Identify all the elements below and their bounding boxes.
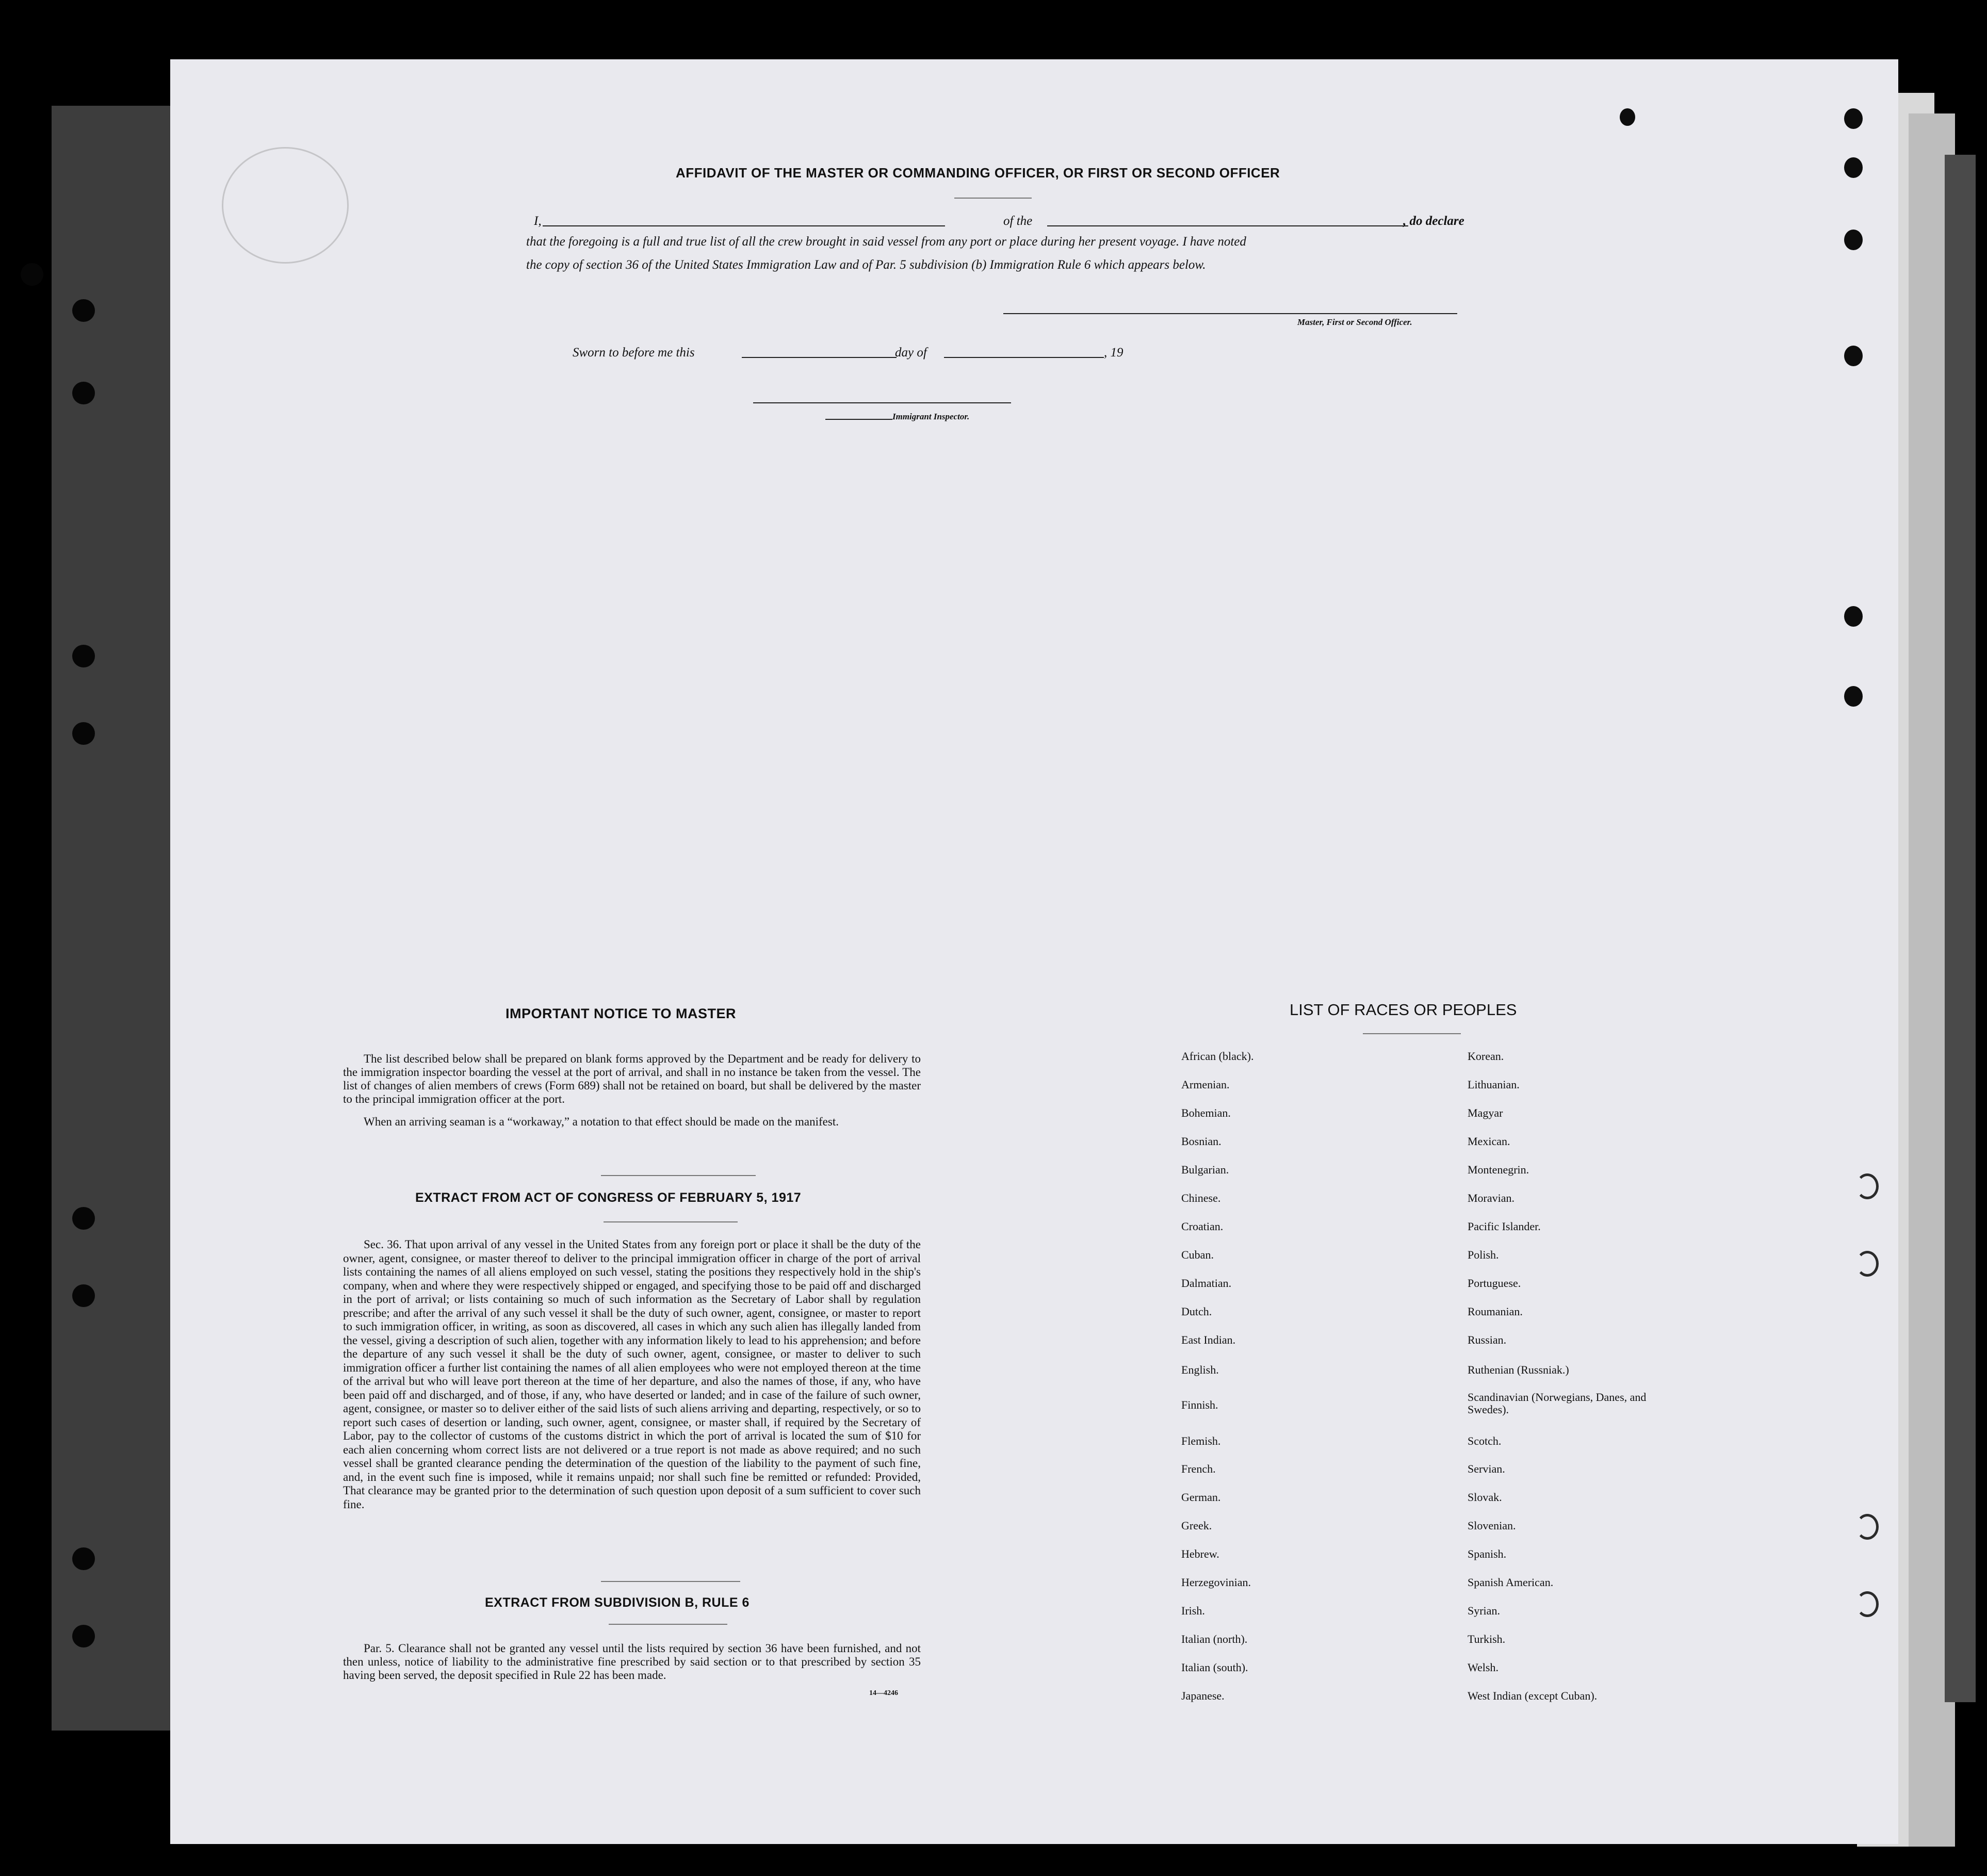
race-item: Magyar bbox=[1468, 1106, 1503, 1119]
act-heading: EXTRACT FROM ACT OF CONGRESS OF FEBRUARY 5, 1917 bbox=[415, 1190, 802, 1205]
year-label: , 19 bbox=[1104, 346, 1123, 360]
race-item: Herzegovinian. bbox=[1181, 1576, 1251, 1589]
race-item: Dalmatian. bbox=[1181, 1277, 1232, 1290]
binder-hole bbox=[1844, 157, 1863, 178]
binder-hole bbox=[1844, 230, 1863, 250]
notice-body bbox=[343, 1052, 921, 1129]
races-heading: LIST OF RACES OR PEOPLES bbox=[1290, 1001, 1517, 1019]
race-item: Mexican. bbox=[1468, 1135, 1510, 1148]
race-item: Flemish. bbox=[1181, 1434, 1221, 1447]
act-body bbox=[343, 1238, 921, 1511]
race-item: Hebrew. bbox=[1181, 1547, 1219, 1560]
race-item: Finnish. bbox=[1181, 1398, 1218, 1411]
race-item: Lithuanian. bbox=[1468, 1078, 1520, 1091]
race-item: Spanish American. bbox=[1468, 1576, 1554, 1589]
act-paragraph: Sec. 36. That upon arrival of any vessel in the United States from any foreign port or place it shall be the duty of the owner, agent, consignee, or master thereof to deliver to the principal immigration officer in charge of the port of arrival lists containing the names of all aliens employed on such vessel, stating the positions they respectively hold in the ship's company, when and where they were respectively shipped or engaged, and specifying those to be paid off and discharged in the port of arrival; or lists containing so much of such information as the Secretary of Labor shall by regulation prescribe; and after the arrival of any such vessel it shall be the duty of such owner, agent, consignee, or master to report to such immigration officer, in writing, as soon as discovered, all cases in which any such alien has illegally landed from the vessel, giving a description of such alien, together with any information likely to lead to his apprehension; and before the departure of any such vessel it shall be the duty of such owner, agent, consignee, or master to deliver to such immigration officer a further list containing the names of all alien employees who were not employed thereon at the time of the arrival but who will leave port thereon at the time of her departure, and also the names of those, if any, who have been paid off and discharged, and of those, if any, who have deserted or landed; and in case of the failure of such owner, agent, consignee, or master so to deliver either of the said lists of such aliens arriving and departing, respectively, or so to report such cases of desertion or landing, such owner, agent, consignee, or master shall, if required by the Secretary of Labor, pay to the collector of customs of the customs district in which the port of arrival is located the sum of $10 for each alien concerning whom correct lists are not delivered or a true report is not made as above required; and no such vessel shall be granted clearance pending the determination of the question of the liability to the payment of such fine, and, in the event such fine is imposed, while it remains unpaid; nor shall such fine be remitted or refunded: Provided, That clearance may be granted prior to the determination of such question upon deposit of a sum sufficient to cover such fine. bbox=[343, 1238, 921, 1511]
binder-hole bbox=[21, 263, 43, 286]
sworn-month-field[interactable] bbox=[944, 357, 1104, 358]
binder-hole bbox=[1856, 1251, 1879, 1277]
binder-hole bbox=[72, 1625, 95, 1647]
race-item: Japanese. bbox=[1181, 1689, 1225, 1702]
race-item: East Indian. bbox=[1181, 1333, 1236, 1346]
back-page-right-3 bbox=[1945, 155, 1976, 1702]
race-item: Italian (north). bbox=[1181, 1633, 1248, 1645]
rule-paragraph: Par. 5. Clearance shall not be granted any vessel until the lists required by section 36 have been furnished, and not then unless, notice of liability to the administrative fine prescribed by said section or to that prescribed by section 35 having been served, the deposit specified in Rule 22 has been made. bbox=[343, 1642, 921, 1682]
inspector-signature-field[interactable] bbox=[753, 402, 1011, 403]
binder-hole bbox=[1844, 346, 1863, 366]
race-item: Slovenian. bbox=[1468, 1519, 1516, 1532]
name-field[interactable] bbox=[543, 225, 945, 226]
race-item: Roumanian. bbox=[1468, 1305, 1523, 1318]
race-item: French. bbox=[1181, 1462, 1216, 1475]
race-item: German. bbox=[1181, 1491, 1221, 1504]
race-item: Croatian. bbox=[1181, 1220, 1224, 1233]
binder-hole bbox=[1856, 1514, 1879, 1540]
race-item: Bosnian. bbox=[1181, 1135, 1221, 1148]
binder-hole bbox=[72, 299, 95, 322]
divider bbox=[609, 1624, 727, 1625]
binder-hole bbox=[72, 722, 95, 745]
day-of-label: day of bbox=[895, 346, 927, 360]
vessel-field[interactable] bbox=[1047, 225, 1408, 226]
race-item: Cuban. bbox=[1181, 1248, 1214, 1261]
race-item: Dutch. bbox=[1181, 1305, 1212, 1318]
race-item: Syrian. bbox=[1468, 1604, 1500, 1617]
notice-paragraph-2: When an arriving seaman is a “workaway,” a notation to that effect should be made on the manifest. bbox=[364, 1115, 839, 1128]
binder-hole bbox=[1856, 1173, 1879, 1199]
inspector-short-line bbox=[825, 419, 892, 420]
affidavit-line-2: the copy of section 36 of the United States Immigration Law and of Par. 5 subdivision (b) Immigration Rule 6 which appears below. bbox=[526, 258, 1206, 272]
master-signature-field[interactable] bbox=[1003, 313, 1457, 314]
form-page bbox=[170, 59, 1898, 1844]
of-the-label: of the bbox=[1003, 214, 1033, 228]
faint-stamp bbox=[222, 147, 349, 264]
race-item: Ruthenian (Russniak.) bbox=[1468, 1363, 1569, 1376]
binder-hole bbox=[72, 645, 95, 667]
race-item: Portuguese. bbox=[1468, 1277, 1521, 1290]
race-item: Scandinavian (Norwegians, Danes, and Swedes). bbox=[1468, 1391, 1647, 1416]
race-item: Chinese. bbox=[1181, 1192, 1221, 1204]
sworn-day-field[interactable] bbox=[742, 357, 897, 358]
divider bbox=[1363, 1033, 1461, 1034]
race-item: Welsh. bbox=[1468, 1661, 1499, 1674]
race-item: Scotch. bbox=[1468, 1434, 1502, 1447]
race-item: Armenian. bbox=[1181, 1078, 1230, 1091]
binder-hole bbox=[1844, 606, 1863, 627]
signature-caption: Master, First or Second Officer. bbox=[1297, 317, 1412, 327]
binder-hole bbox=[1620, 108, 1635, 126]
race-item: Greek. bbox=[1181, 1519, 1212, 1532]
race-item: Bohemian. bbox=[1181, 1106, 1231, 1119]
binder-hole bbox=[72, 382, 95, 404]
race-item: Korean. bbox=[1468, 1050, 1504, 1063]
binder-hole bbox=[72, 1547, 95, 1570]
race-item: Turkish. bbox=[1468, 1633, 1506, 1645]
race-item: Pacific Islander. bbox=[1468, 1220, 1541, 1233]
divider bbox=[601, 1581, 740, 1582]
affidavit-title: AFFIDAVIT OF THE MASTER OR COMMANDING OFFICER, OR FIRST OR SECOND OFFICER bbox=[676, 165, 1280, 181]
race-item: Spanish. bbox=[1468, 1547, 1507, 1560]
rule-body bbox=[343, 1642, 921, 1682]
notice-paragraph-1: The list described below shall be prepared on blank forms approved by the Department and be ready for delivery to the immigration inspector boarding the vessel at the port of arrival, and shall in no instance be taken from the vessel. The list of changes of alien members of crews (Form 689) shall not be retained on board, but shall be delivered by the master to the principal immigration officer at the port. bbox=[343, 1052, 921, 1105]
race-item: Slovak. bbox=[1468, 1491, 1502, 1504]
do-declare-label: , do declare bbox=[1403, 214, 1464, 228]
binder-hole bbox=[1844, 686, 1863, 707]
race-item: Montenegrin. bbox=[1468, 1163, 1529, 1176]
sworn-label: Sworn to before me this bbox=[573, 346, 695, 360]
binder-hole bbox=[72, 1284, 95, 1307]
divider bbox=[954, 198, 1032, 199]
race-item: Italian (south). bbox=[1181, 1661, 1248, 1674]
binder-hole bbox=[1844, 108, 1863, 129]
form-number: 14—4246 bbox=[869, 1689, 898, 1697]
i-label: I, bbox=[534, 214, 542, 228]
divider bbox=[604, 1221, 738, 1222]
rule-heading: EXTRACT FROM SUBDIVISION B, RULE 6 bbox=[485, 1595, 750, 1610]
inspector-caption: Immigrant Inspector. bbox=[892, 412, 970, 421]
race-item: African (black). bbox=[1181, 1050, 1254, 1063]
race-item: Russian. bbox=[1468, 1333, 1507, 1346]
race-item: Bulgarian. bbox=[1181, 1163, 1229, 1176]
binder-hole bbox=[72, 1207, 95, 1230]
race-item: West Indian (except Cuban). bbox=[1468, 1689, 1598, 1702]
notice-heading: IMPORTANT NOTICE TO MASTER bbox=[506, 1006, 736, 1021]
binder-hole bbox=[1856, 1591, 1879, 1617]
race-item: Irish. bbox=[1181, 1604, 1205, 1617]
race-item: Servian. bbox=[1468, 1462, 1505, 1475]
affidavit-line-1: that the foregoing is a full and true list of all the crew brought in said vessel from any port or place during her present voyage. I have noted bbox=[526, 235, 1246, 249]
divider bbox=[601, 1175, 756, 1176]
race-item: Polish. bbox=[1468, 1248, 1499, 1261]
race-item: Moravian. bbox=[1468, 1192, 1515, 1204]
race-item: English. bbox=[1181, 1363, 1219, 1376]
